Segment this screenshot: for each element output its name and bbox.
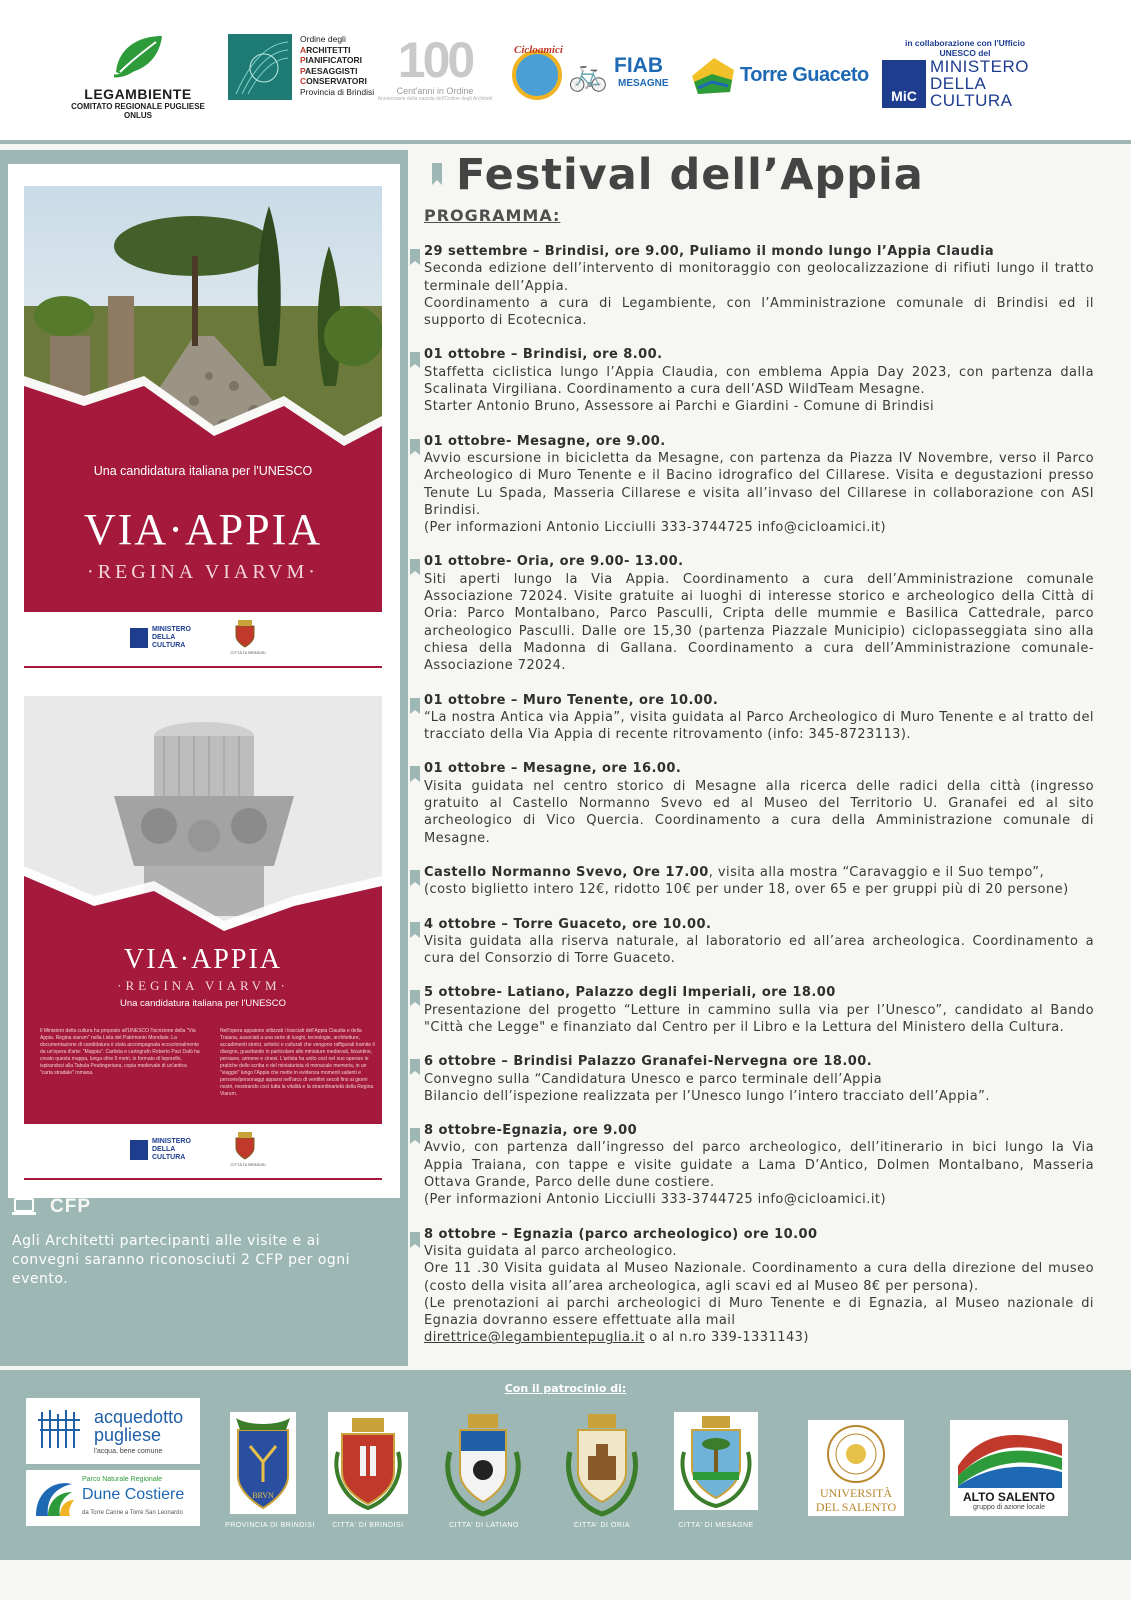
fiab-city: MESAGNE [618, 78, 669, 89]
ordine-line-conservatori: CONSERVATORI [300, 76, 367, 86]
brindisi-crest-icon [230, 1132, 266, 1167]
event-heading-line [424, 692, 1094, 709]
event-text: (Le prenotazioni ai parchi archeologici di Muro Tenente e di Egnazia, al Museo nazionale di Egnazia dovranno essere effettuate alla mail [424, 1295, 1094, 1329]
event-heading: 29 settembre – Brindisi, ore 9.00, Puliamo il mondo lungo l’Appia Claudia [424, 244, 995, 259]
ordine-emblem [228, 34, 292, 100]
event-item [424, 864, 1094, 899]
event-heading: 01 ottobre – Muro Tenente, ore 10.00. [424, 692, 719, 708]
poster-footer: MINISTERO DELLA CULTURA CITTÀ DI BRINDISI [24, 1124, 382, 1180]
patronage-bar [0, 1370, 1131, 1560]
event-heading: 6 ottobre – Brindisi Palazzo Granafei-Nervegna ore 18.00. [424, 1054, 873, 1070]
ministero-cultura-logo [891, 38, 1040, 114]
centenary-caption-small: Anniversario della nascita dell'Ordine degli Architetti [377, 96, 493, 102]
event-heading: 8 ottobre – Egnazia (parco archeologico) ore 10.00 [424, 1226, 818, 1242]
poster-via-appia-column [24, 696, 382, 1124]
crest-bg [230, 1412, 296, 1514]
provincia-brindisi-crest-icon [230, 1412, 296, 1514]
event-heading-line [424, 864, 1094, 881]
event-heading: 01 ottobre- Oria, ore 9.00- 13.00. [424, 554, 684, 570]
crest-citta-latiano [440, 1412, 526, 1529]
event-item [424, 1053, 1094, 1105]
poster-tagline: Una candidatura italiana per l'UNESCO [119, 998, 287, 1009]
page-footer-strip [0, 1560, 1131, 1600]
event-text: (costo biglietto intero 12€, ridotto 10€ per under 18, over 65 e per gruppi più di 20 persone) [424, 882, 1069, 898]
event-text: Presentazione del progetto “Letture in cammino sulla via per l’Unesco”, candidato al Bando "Città che Legge" e finanziato dal Centro per il Libro e la Lettura del Ministero della Cultura. [424, 1002, 1094, 1035]
crest-motto: BRVN [252, 1491, 274, 1500]
centenary-number: 100 [397, 32, 473, 88]
ordine-text [300, 34, 374, 97]
crest-caption: CITTA' DI BRINDISI [332, 1522, 404, 1529]
torre-guaceto-emblem-icon [690, 56, 736, 96]
poster-frame [8, 164, 400, 1198]
alto-salento-name: ALTO SALENTO [962, 1490, 1055, 1504]
ordine-line-architetti: ARCHITETTI [300, 44, 351, 55]
event-text: Staffetta ciclistica lungo l’Appia Claudia, con emblema Appia Day 2023, con partenza dalla Scalinata Virgiliana. Coordinamento a cura dell’ASD WildTeam Mesagne. [424, 364, 1094, 398]
poster-via-appia-road [24, 186, 382, 612]
event-list [424, 243, 1094, 1364]
event-item [424, 433, 1094, 537]
alto-salento-sub: gruppo di azione locale [973, 1504, 1045, 1511]
crest-bg [674, 1412, 758, 1510]
event-heading: 01 ottobre – Brindisi, ore 8.00. [424, 347, 663, 363]
poster-footer: MINISTERO DELLA CULTURA CITTÀ DI BRINDISI [24, 612, 382, 668]
poster-subtitle: ·REGINA VIARVM· [117, 978, 289, 993]
event-text: Siti aperti lungo la Via Appia. Coordinamento a cura dell’Amministrazione comunale Associazione 72024. Visite gratuite ai luoghi di interesse storico e archeologico della Città di Oria: Parco Montalbano, Parco Pasculli, Cripta delle mummie e Basilica Cattedrale, parco archeologico Pasculli. Dalle ore 15,30 (partenza Piazzale Municipio) ciclopasseggiata sino alla chiesa della Madonna di Gallana. Coordinamento a cura dell’Amministrazione comunale-Associazione 72024. [424, 571, 1094, 674]
cfp-header [12, 1196, 392, 1218]
citta-brindisi-crest-icon [328, 1412, 408, 1514]
event-text: Coordinamento a cura di Legambiente, con l’Amministrazione comunale di Brindisi ed il supporto di Ecotecnica. [424, 295, 1094, 329]
crest-caption: CITTA' DI MESAGNE [678, 1522, 754, 1529]
ordine-line-paesaggisti: PAESAGGISTI [300, 65, 358, 76]
header-divider [0, 140, 1131, 144]
event-text: “La nostra Antica via Appia”, visita guidata al Parco Archeologico di Muro Tenente e al tratto del tracciato della Via Appia di recente ritrovamento (info: 345-8723113). [424, 709, 1094, 743]
brindisi-crest-icon [230, 620, 266, 655]
bicycle-icon: 🚲 [568, 55, 608, 93]
crest-caption: CITTA' DI ORIA [573, 1522, 631, 1529]
event-item [424, 692, 1094, 744]
bookmark-icon [410, 870, 420, 886]
event-item [424, 1226, 1094, 1347]
event-text: Avvio escursione in bicicletta da Mesagne, con partenza da Piazza IV Novembre, verso il Parco Archeologico di Muro Tenente e il Bacino idrografico del Cillarese. Visita e degustazioni presso Tenute Lu Spada, Masseria Cillarese e visita all’invaso del Cillarese in collaborazione con ASI Brindisi. [424, 450, 1094, 518]
mic-small-icon [130, 1140, 148, 1160]
event-text: (Per informazioni Antonio Licciulli 333-3744725 info@cicloamici.it) [424, 1192, 886, 1208]
cfp-text: Agli Architetti partecipanti alle visite e ai convegni saranno riconosciuti 2 CFP per ogni evento. [12, 1233, 351, 1287]
event-item [424, 346, 1094, 415]
event-item [424, 916, 1094, 968]
event-heading: 5 ottobre- Latiano, Palazzo degli Imperiali, ore 18.00 [424, 985, 836, 1001]
event-heading-line [424, 553, 1094, 570]
ministero-name: MINISTERO DELLA CULTURA [930, 57, 1029, 110]
bookmark-icon [410, 1128, 420, 1144]
universita-seal-icon [826, 1424, 886, 1484]
crest-caption: PROVINCIA DI BRINDISI [225, 1522, 315, 1529]
citta-latiano-crest-icon [440, 1412, 526, 1518]
dune-costiere-emblem-icon [32, 1476, 76, 1520]
event-text: Starter Antonio Bruno, Assessore ai Parchi e Giardini - Comune di Brindisi [424, 399, 935, 415]
ordine-line1: Ordine degli [300, 34, 346, 44]
patronage-label: Con il patrocinio di: [504, 1382, 627, 1395]
mic-box: MiC [882, 60, 926, 108]
poster-tagline: Una candidatura italiana per l'UNESCO [93, 464, 313, 478]
poster-copy-left: Il Ministero della cultura ha proposto all'UNESCO l'iscrizione della "Via Appia. Regina viarum" nella Lista del Patrimonio Mondiale. La documentazione di candidatura è stata accompagnata eccezionalmente da un'opera d'arte: "Mappia". Cartista e cartografo Roberto Paci Dalò ha creato questa mappa, lunga oltre 9 metri, in formato di leporello, ispirandosi alla Tabula Peutingeriana, copia medievale di un'antica "carta stradale" romana. [40, 1028, 200, 1076]
legambiente-subtitle: COMITATO REGIONALE PUGLIESE ONLUS [71, 102, 205, 120]
bookmark-icon [410, 352, 420, 368]
bookmark-icon [432, 163, 442, 185]
universita-line1: UNIVERSITÀ [820, 1486, 892, 1500]
legambiente-name: LEGAMBIENTE [84, 86, 192, 102]
crest-citta-oria [562, 1412, 642, 1529]
poster-title: VIA·APPIA [84, 505, 322, 554]
poster-title: VIA·APPIA [124, 944, 282, 975]
event-heading-line [424, 1053, 1094, 1070]
dune-costiere-logo [26, 1470, 200, 1526]
event-contact-tail: o al n.ro 339-1331143) [644, 1330, 809, 1346]
event-heading-tail: , visita alla mostra “Caravaggio e il Suo tempo”, [708, 864, 1045, 880]
legambiente-leaf-icon [110, 32, 166, 80]
bookmark-icon [410, 990, 420, 1006]
event-heading-line [424, 984, 1094, 1001]
event-heading-line [424, 433, 1094, 450]
event-heading-line [424, 243, 1094, 260]
fiab-name: FIAB [614, 54, 663, 77]
ordine-province: Provincia di Brindisi [300, 86, 375, 97]
event-heading-line [424, 346, 1094, 363]
acquedotto-tag: l'acqua, bene comune [94, 1448, 163, 1455]
cicloamici-fiab-logo [512, 44, 672, 104]
universita-salento-logo [808, 1420, 904, 1516]
event-text: Ore 11 .30 Visita guidata al Museo Nazionale. Coordinamento a cura della direzione del museo (costo della visita all’area archeologica, agli scavi ed al Museo 8€ per persona). [424, 1261, 1094, 1294]
cfp-box [12, 1196, 392, 1289]
acquedotto-pugliese-logo [26, 1398, 200, 1464]
cfp-title: CFP [50, 1196, 91, 1217]
legambiente-logo [58, 32, 218, 120]
bookmark-icon [410, 249, 420, 265]
ordine-architetti-logo [228, 34, 378, 106]
ministero-collab-text: in collaborazione con l'Ufficio UNESCO del [904, 38, 1026, 58]
programma-heading: PROGRAMMA: [424, 206, 561, 225]
event-heading-line [424, 760, 1094, 777]
event-text: (Per informazioni Antonio Licciulli 333-3744725 info@cicloamici.it) [424, 520, 886, 536]
bookmark-icon [410, 1232, 420, 1248]
mic-small-icon [130, 628, 148, 648]
poster-city-caption: CITTÀ DI BRINDISI [230, 1162, 266, 1167]
event-heading: 01 ottobre- Mesagne, ore 9.00. [424, 433, 666, 449]
bookmark-icon [410, 766, 420, 782]
poster-city-caption: CITTÀ DI BRINDISI [230, 650, 266, 655]
event-text: Convegno sulla “Candidatura Unesco e parco terminale dell’Appia [424, 1071, 883, 1087]
event-heading: 4 ottobre – Torre Guaceto, ore 10.00. [424, 916, 712, 932]
laptop-icon [12, 1198, 36, 1216]
bookmark-icon [410, 559, 420, 575]
event-item [424, 1122, 1094, 1208]
bookmark-icon [410, 698, 420, 714]
acquedotto-name: acquedotto pugliese [94, 1407, 184, 1445]
event-heading: 8 ottobre-Egnazia, ore 9.00 [424, 1123, 638, 1139]
dune-costiere-top: Parco Naturale Regionale [82, 1476, 163, 1483]
bookmark-icon [410, 922, 420, 938]
left-panel [0, 150, 408, 1366]
event-text: Bilancio dell’ispezione realizzata per l’Unesco lungo l’intero tracciato dell’Appia”. [424, 1088, 990, 1104]
event-contact-line [424, 1329, 1094, 1346]
citta-oria-crest-icon [562, 1412, 642, 1518]
bookmark-icon [410, 439, 420, 455]
centenary-logo [376, 34, 494, 104]
dune-costiere-name: Dune Costiere [82, 1486, 185, 1503]
centenary-caption: Cent'anni in Ordine [396, 86, 474, 96]
citta-mesagne-crest-icon [674, 1412, 758, 1510]
crest-caption: CITTA' DI LATIANO [449, 1522, 519, 1529]
event-heading: Castello Normanno Svevo, Ore 17.00 [424, 864, 709, 880]
event-text: Visita guidata nel centro storico di Mesagne alla ricerca delle radici della città (ingresso gratuito al Castello Normanno Svevo ed al Museo del Territorio U. Granafei ed al sito archeologico di Vico Quercia. Coordinamento a cura della Amministrazione comunale di Mesagne. [424, 778, 1094, 846]
cicloamici-sun-icon [512, 50, 562, 100]
torre-guaceto-logo [690, 54, 880, 98]
poster-subtitle: ·REGINA VIARVM· [87, 561, 319, 583]
alto-salento-hills-icon [958, 1426, 1062, 1488]
event-text: Visita guidata al parco archeologico. [424, 1243, 677, 1259]
acquedotto-tree-icon [36, 1408, 84, 1454]
event-text: Visita guidata alla riserva naturale, al laboratorio ed all’area archeologica. Coordinamento a cura del Consorzio di Torre Guaceto. [424, 933, 1094, 967]
event-text: Avvio, con partenza dall’ingresso del parco archeologico, dell’itinerario in bici lungo la Via Appia Traiana, con tappe e visite guidate a Lama D’Antico, Dolmen Montalbano, Masseria Ottava Grande, Parco delle dune costiere. [424, 1140, 1094, 1191]
cicloamici-name: Cicloamici [514, 44, 563, 56]
torre-guaceto-name: Torre Guaceto [740, 64, 869, 86]
email-link[interactable]: direttrice@legambientepuglia.it [424, 1330, 645, 1346]
page-title: Festival dell’Appia [456, 150, 924, 200]
event-heading-line [424, 1226, 1094, 1243]
poster-copy-right: Nell'opera appaiono stilizzati i tracciati dell'Appia Claudia e della Traiana, associati a una serie di luoghi, tecnologie, architetture, accadimenti storici, artistici e culturali che vengono raffigurati tramite il disegno, guardando in particolare alle miniature medievali, bizantine, persiane, armene e cinesi. L'artista ha unito così nel suo operare le pratiche dello scriba e del miniaturista di monacale memoria, in un "viaggio" lungo l'Appia che mette in evidenza momenti salienti e persone/personaggi apparsi nell'arco di ventitré secoli fino ai giorni nostri, mostrando così tutta la vitalità e la straordinarietà della Regina Viarum. [220, 1028, 375, 1097]
crest-bg [328, 1412, 408, 1514]
event-item [424, 760, 1094, 846]
ordine-line-pianificatori: PIANIFICATORI [300, 55, 363, 65]
event-text: Seconda edizione dell’intervento di monitoraggio con geolocalizzazione di rifiuti lungo il tratto terminale dell’Appia. [424, 261, 1094, 294]
event-item [424, 553, 1094, 674]
dune-costiere-sub: da Torre Canne a Torre San Leonardo [82, 1510, 183, 1516]
event-heading-line [424, 1122, 1094, 1139]
universita-line2: DEL SALENTO [815, 1500, 897, 1514]
event-heading: 01 ottobre – Mesagne, ore 16.00. [424, 761, 682, 777]
header-logos-bar [0, 0, 1131, 140]
alto-salento-logo [950, 1420, 1068, 1516]
event-item [424, 984, 1094, 1036]
event-item [424, 243, 1094, 329]
event-heading-line [424, 916, 1094, 933]
bookmark-icon [410, 1059, 420, 1075]
